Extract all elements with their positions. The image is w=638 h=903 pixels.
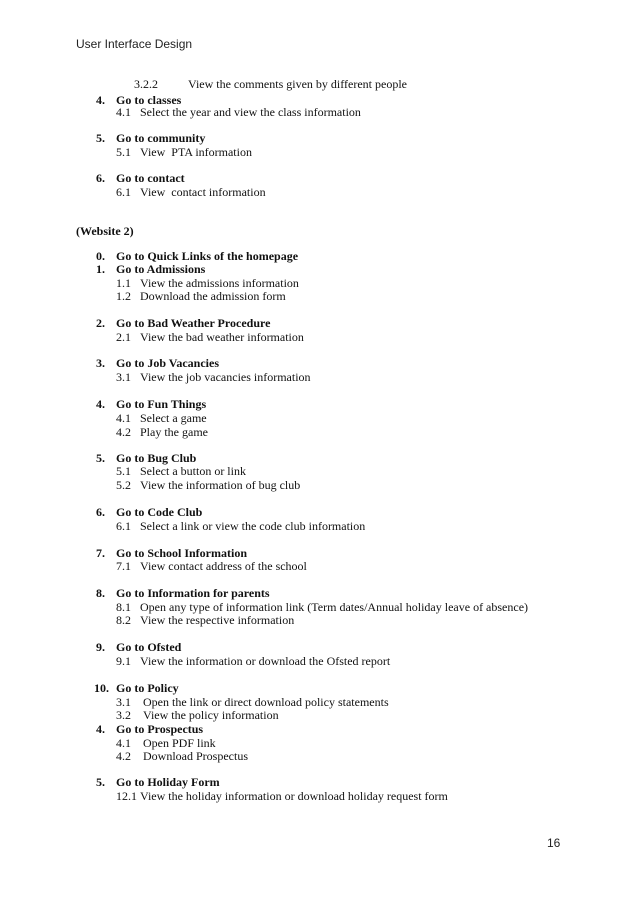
list-item (116, 276, 299, 290)
list-item (116, 370, 311, 384)
item-text: Go to School Information (116, 546, 248, 560)
list-item (116, 425, 208, 439)
list-heading (96, 316, 270, 330)
item-number: 5. (96, 775, 105, 789)
item-number: 4.2 (116, 425, 131, 439)
item-text: Go to Holiday Form (116, 775, 220, 789)
item-number: 1.2 (116, 289, 131, 303)
item-number: 4.1 (116, 736, 131, 750)
item-text: View the holiday information or download holiday request form (140, 789, 448, 803)
item-number: 8.2 (116, 613, 131, 627)
item-text: View the policy information (143, 708, 279, 722)
item-text: Go to Admissions (116, 262, 206, 276)
item-text: Go to Prospectus (116, 722, 204, 736)
item-number: 0. (96, 249, 105, 263)
list-heading (96, 397, 206, 411)
item-text: Go to Job Vacancies (116, 356, 220, 370)
item-number: 5.1 (116, 145, 131, 159)
list-item (116, 145, 252, 159)
item-number: 5. (96, 131, 105, 145)
item-text: View the admissions information (140, 276, 299, 290)
item-number: 12.1 (116, 789, 137, 803)
list-heading (96, 249, 298, 263)
list-item (116, 749, 248, 763)
item-text: Go to Information for parents (116, 586, 270, 600)
section-title: (Website 2) (76, 224, 134, 238)
list-item (116, 736, 216, 750)
item-text: View the respective information (140, 613, 295, 627)
item-text: Select a button or link (140, 464, 246, 478)
list-heading (94, 681, 179, 695)
item-number: 6.1 (116, 185, 131, 199)
item-number: 9.1 (116, 654, 131, 668)
item-text: View contact address of the school (140, 559, 307, 573)
list-item (116, 613, 294, 627)
item-text: Play the game (140, 425, 208, 439)
item-text: View the job vacancies information (140, 370, 311, 384)
item-number: 3. (96, 356, 105, 370)
item-number: 4. (96, 93, 105, 107)
list-heading (96, 262, 205, 276)
list-heading (96, 586, 270, 600)
list-item (116, 478, 300, 492)
item-number: 4. (96, 397, 105, 411)
item-text: Go to community (116, 131, 206, 145)
item-number: 7. (96, 546, 105, 560)
item-number: 6. (96, 171, 105, 185)
item-text: View the information of bug club (140, 478, 301, 492)
running-header: User Interface Design (76, 37, 193, 51)
item-number: 6. (96, 505, 105, 519)
item-number: 5.2 (116, 478, 131, 492)
item-text: View the information or download the Ofsted report (140, 654, 391, 668)
list-item (116, 708, 279, 722)
list-item (116, 654, 390, 668)
item-number: 4.1 (116, 411, 131, 425)
item-number: 6.1 (116, 519, 131, 533)
list-item (116, 789, 448, 803)
item-number: 8.1 (116, 600, 131, 614)
list-item (116, 559, 307, 573)
item-text: Select a link or view the code club information (140, 519, 366, 533)
list-heading (96, 171, 185, 185)
item-number: 4. (96, 722, 105, 736)
list-item (116, 185, 266, 199)
item-text: View contact information (140, 185, 266, 199)
list-item (116, 289, 286, 303)
item-text: Go to Code Club (116, 505, 203, 519)
item-text: Select the year and view the class information (140, 105, 361, 119)
item-text: View the bad weather information (140, 330, 304, 344)
item-text: Download Prospectus (143, 749, 248, 763)
list-item (116, 330, 304, 344)
item-number: 5. (96, 451, 105, 465)
item-text: Go to Bad Weather Procedure (116, 316, 271, 330)
item-number: 5.1 (116, 464, 131, 478)
list-item (134, 77, 407, 91)
item-text: View PTA information (140, 145, 252, 159)
page-number: 16 (547, 836, 561, 850)
list-item (116, 600, 528, 614)
item-text: Open PDF link (143, 736, 216, 750)
list-item (116, 695, 389, 709)
item-number: 9. (96, 640, 105, 654)
item-text: Open the link or direct download policy statements (143, 695, 389, 709)
list-heading (96, 505, 202, 519)
item-text: View the comments given by different people (188, 77, 407, 91)
list-heading (96, 640, 181, 654)
list-heading (96, 451, 196, 465)
item-number: 3.2 (116, 708, 131, 722)
list-item (116, 105, 361, 119)
item-text: Go to classes (116, 93, 182, 107)
item-text: Download the admission form (140, 289, 286, 303)
list-heading (96, 356, 219, 370)
item-number: 10. (94, 681, 109, 695)
item-number: 4.1 (116, 105, 131, 119)
item-text: Select a game (140, 411, 207, 425)
item-number: 7.1 (116, 559, 131, 573)
list-item (116, 411, 207, 425)
list-item (116, 519, 365, 533)
item-number: 2.1 (116, 330, 131, 344)
list-heading (96, 546, 247, 560)
item-text: Open any type of information link (Term dates/Annual holiday leave of absence) (140, 600, 529, 614)
item-number: 3.1 (116, 370, 131, 384)
item-text: Go to Quick Links of the homepage (116, 249, 299, 263)
item-text: Go to Policy (116, 681, 179, 695)
item-number: 1. (96, 262, 105, 276)
item-number: 3.2.2 (134, 77, 158, 91)
list-heading (96, 775, 220, 789)
item-text: Go to Ofsted (116, 640, 182, 654)
item-number: 1.1 (116, 276, 131, 290)
item-text: Go to Fun Things (116, 397, 207, 411)
list-item (116, 464, 246, 478)
item-text: Go to Bug Club (116, 451, 197, 465)
list-heading (96, 131, 205, 145)
item-number: 4.2 (116, 749, 131, 763)
item-number: 8. (96, 586, 105, 600)
item-number: 2. (96, 316, 105, 330)
item-text: Go to contact (116, 171, 185, 185)
list-heading (96, 722, 203, 736)
item-number: 3.1 (116, 695, 131, 709)
